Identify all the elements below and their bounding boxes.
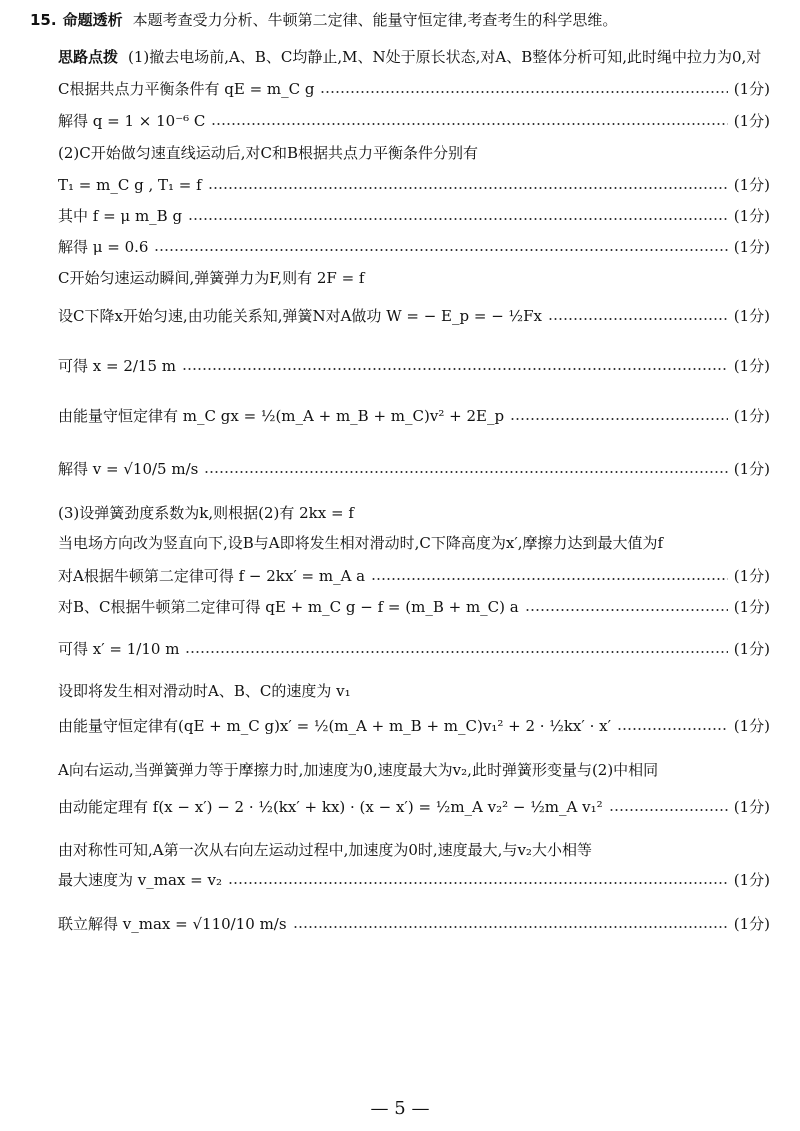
solution-line — [58, 566, 770, 586]
dot-leader — [510, 418, 728, 420]
solution-line — [58, 840, 770, 860]
line-score: (1分) — [733, 407, 770, 425]
solution-line — [58, 306, 770, 326]
dot-leader — [371, 578, 728, 580]
line-text: (1)撤去电场前,A、B、C均静止,M、N处于原长状态,对A、B整体分析可知,此时绳中拉力为0,对 — [128, 48, 762, 66]
line-text: T₁ = m_C g , T₁ = f — [58, 176, 202, 194]
solution-line — [58, 175, 770, 195]
solution-line — [58, 681, 770, 701]
solution-line — [58, 914, 770, 934]
solution-line — [58, 237, 770, 257]
line-score: (1分) — [733, 238, 770, 256]
line-lead: 思路点拨 — [58, 48, 119, 66]
line-score: (1分) — [733, 207, 770, 225]
solution-line — [58, 356, 770, 376]
line-text: 解得 v = √10/5 m/s — [58, 460, 199, 478]
solution-line — [58, 597, 770, 617]
solution-line — [58, 206, 770, 226]
solution-line — [58, 760, 770, 780]
line-text: 对A根据牛顿第二定律可得 f − 2kx′ = m_A a — [58, 567, 366, 585]
dot-leader — [204, 471, 727, 473]
dot-leader — [188, 218, 728, 220]
line-text: C开始匀速运动瞬间,弹簧弹力为F,则有 2F = f — [58, 269, 365, 287]
dot-leader — [211, 123, 727, 125]
line-text: 由能量守恒定律有 m_C gx = ½(m_A + m_B + m_C)v² + 2E_p — [58, 407, 505, 425]
page-number: — 5 — — [370, 1098, 430, 1119]
line-text: A向右运动,当弹簧弹力等于摩擦力时,加速度为0,速度最大为v₂,此时弹簧形变量与(2)中相同 — [58, 761, 659, 779]
dot-leader — [617, 728, 728, 730]
dot-leader — [208, 187, 728, 189]
solution-line — [58, 47, 770, 67]
line-text: 解得 μ = 0.6 — [58, 238, 149, 256]
solution-line — [58, 503, 770, 523]
intent-text: 本题考查受力分析、牛顿第二定律、能量守恒定律,考查考生的科学思维。 — [132, 11, 618, 29]
line-text: 对B、C根据牛顿第二定律可得 qE + m_C g − f = (m_B + m_C) a — [58, 598, 519, 616]
line-score: (1分) — [733, 598, 770, 616]
dot-leader — [228, 882, 728, 884]
line-text: C根据共点力平衡条件有 qE = m_C g — [58, 80, 315, 98]
line-score: (1分) — [733, 357, 770, 375]
intent-label: 命题透析 — [62, 11, 123, 29]
dot-leader — [609, 809, 728, 811]
line-score: (1分) — [733, 307, 770, 325]
line-text: 设即将发生相对滑动时A、B、C的速度为 v₁ — [58, 682, 351, 700]
line-text: 设C下降x开始匀速,由功能关系知,弹簧N对A做功 W = − E_p = − ½Fx — [58, 307, 542, 325]
dot-leader — [182, 368, 728, 370]
solution-line — [58, 268, 770, 288]
line-text: (2)C开始做匀速直线运动后,对C和B根据共点力平衡条件分别有 — [58, 144, 478, 162]
line-text: 可得 x = 2/15 m — [58, 357, 177, 375]
solution-line — [58, 716, 770, 736]
solution-line — [58, 143, 770, 163]
dot-leader — [293, 926, 728, 928]
line-text: 由对称性可知,A第一次从右向左运动过程中,加速度为0时,速度最大,与v₂大小相等 — [58, 841, 592, 859]
solution-line — [58, 533, 770, 553]
dot-leader — [525, 609, 728, 611]
line-text: 可得 x′ = 1/10 m — [58, 640, 180, 658]
problem-header — [30, 10, 770, 30]
solution-line — [58, 111, 770, 131]
solution-line — [58, 870, 770, 890]
dot-leader — [320, 91, 727, 93]
line-score: (1分) — [733, 717, 770, 735]
line-score: (1分) — [733, 176, 770, 194]
dot-leader — [548, 318, 728, 320]
line-score: (1分) — [733, 567, 770, 585]
line-score: (1分) — [733, 460, 770, 478]
dot-leader — [185, 651, 727, 653]
solution-line — [58, 459, 770, 479]
solution-line — [58, 79, 770, 99]
line-score: (1分) — [733, 915, 770, 933]
line-score: (1分) — [733, 871, 770, 889]
line-text: 其中 f = μ m_B g — [58, 207, 183, 225]
line-score: (1分) — [733, 112, 770, 130]
line-text: 由动能定理有 f(x − x′) − 2 · ½(kx′ + kx) · (x − x′) = ½m_A v₂² − ½m_A v₁² — [58, 798, 603, 816]
line-text: 最大速度为 v_max = v₂ — [58, 871, 222, 889]
line-score: (1分) — [733, 640, 770, 658]
line-score: (1分) — [733, 80, 770, 98]
solution-line — [58, 406, 770, 426]
line-text: 由能量守恒定律有(qE + m_C g)x′ = ½(m_A + m_B + m_C)v₁² + 2 · ½kx′ · x′ — [58, 717, 611, 735]
line-text: 当电场方向改为竖直向下,设B与A即将发生相对滑动时,C下降高度为x′,摩擦力达到最大值为f — [58, 534, 664, 552]
line-text: 联立解得 v_max = √110/10 m/s — [58, 915, 287, 933]
line-score: (1分) — [733, 798, 770, 816]
line-text: (3)设弹簧劲度系数为k,则根据(2)有 2kx = f — [58, 504, 354, 522]
problem-number: 15. — [30, 11, 57, 29]
dot-leader — [154, 249, 727, 251]
solution-line — [58, 639, 770, 659]
line-text: 解得 q = 1 × 10⁻⁶ C — [58, 112, 206, 130]
solution-line — [58, 797, 770, 817]
